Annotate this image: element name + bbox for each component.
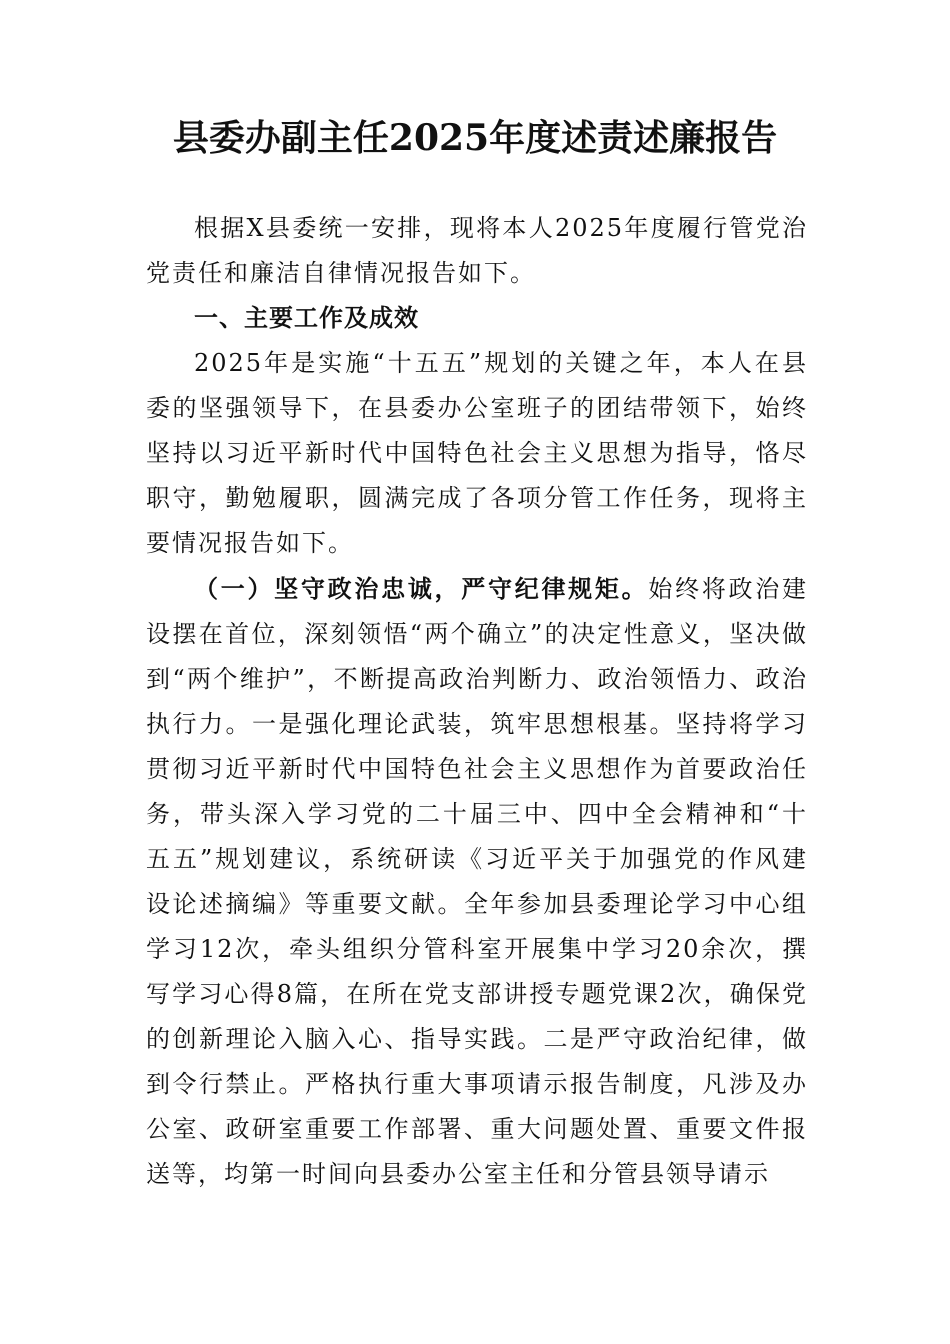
subsection-lead-1: （一）坚守政治忠诚，严守纪律规矩。 xyxy=(194,574,649,603)
document-body xyxy=(146,206,808,1197)
subsection-paragraph-1 xyxy=(146,566,808,1197)
document-title: 县委办副主任2025年度述责述廉报告 xyxy=(172,117,778,159)
subsection-text-1: 始终将政治建设摆在首位，深刻领悟“两个确立”的决定性意义，坚决做到“两个维护”，不断提高政治判断力、政治领悟力、政治执行力。一是强化理论武装，筑牢思想根基。坚持将学习贯彻习近平新时代中国特色社会主义思想作为首要政治任务，带头深入学习党的二十届三中、四中全会精神和“十五五”规划建议，系统研读《习近平关于加强党的作风建设论述摘编》等重要文献。全年参加县委理论学习中心组学习12次，牵头组织分管科室开展集中学习20余次，撰写学习心得8篇，在所在党支部讲授专题党课2次，确保党的创新理论入脑入心、指导实践。二是严守政治纪律，做到令行禁止。严格执行重大事项请示报告制度，凡涉及办公室、政研室重要工作部署、重大问题处置、重要文件报送等，均第一时间向县委办公室主任和分管县领导请示 xyxy=(146,575,809,1188)
overview-paragraph: 2025年是实施“十五五”规划的关键之年，本人在县委的坚强领导下，在县委办公室班子的团结带领下，始终坚持以习近平新时代中国特色社会主义思想为指导，恪尽职守，勤勉履职，圆满完成了各项分管工作任务，现将主要情况报告如下。 xyxy=(146,349,808,557)
section-heading-1: 一、主要工作及成效 xyxy=(194,304,419,332)
intro-paragraph: 根据X县委统一安排，现将本人2025年度履行管党治党责任和廉洁自律情况报告如下。 xyxy=(146,214,808,287)
